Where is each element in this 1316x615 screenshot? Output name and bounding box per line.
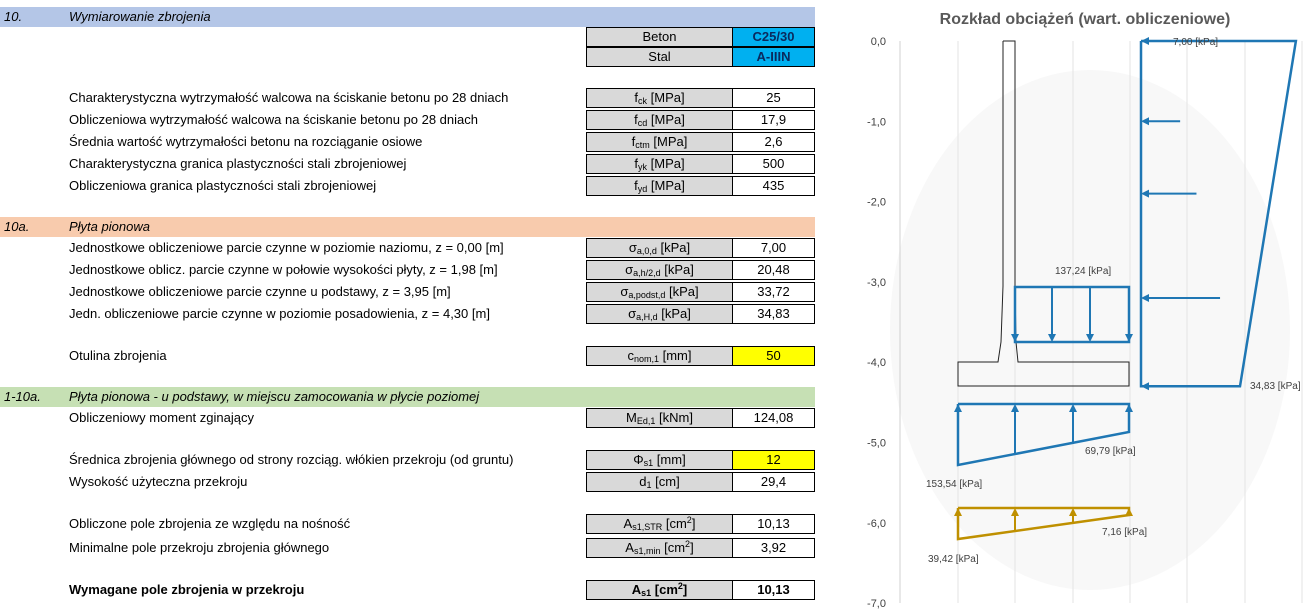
- row-symbol: $\sigma_{a,h/2,d}$ [kPa]: [586, 260, 733, 280]
- row-symbol: $A_{s1,min}$ $[cm^2]$: [586, 538, 733, 558]
- stal-label: Stal: [586, 47, 733, 67]
- row-label: Wysokość użyteczna przekroju: [69, 474, 248, 489]
- load-distribution-chart: [820, 0, 1316, 615]
- lower-reaction-right-label: 7,16 [kPa]: [1102, 527, 1148, 538]
- row-label: Średnica zbrojenia głównego od strony rozciąg. włókien przekroju (od gruntu): [69, 452, 514, 467]
- y-tick-label: 0,0: [870, 36, 886, 48]
- row-label: Jedn. obliczeniowe parcie czynne w poziomie posadowienia, z = 4,30 [m]: [69, 306, 490, 321]
- row-label: Charakterystyczna granica plastyczności stali zbrojeniowej: [69, 156, 407, 171]
- beton-value[interactable]: C25/30: [733, 27, 815, 47]
- row-label: Wymagane pole zbrojenia w przekroju: [69, 582, 305, 597]
- row-value: 29,4: [733, 472, 815, 492]
- stal-value[interactable]: A-IIIN: [733, 47, 815, 67]
- row-label: Jednostkowe oblicz. parcie czynne w połowie wysokości płyty, z = 1,98 [m]: [69, 262, 498, 277]
- row-value: 33,72: [733, 282, 815, 302]
- row-label: Obliczeniowy moment zginający: [69, 410, 254, 425]
- row-symbol: $A_{s1,STR}$ $[cm^2]$: [586, 514, 733, 534]
- row-symbol: $f_{ctm}$ [MPa]: [586, 132, 733, 152]
- section-number: 10.: [4, 9, 23, 24]
- row-label: Obliczeniowa wytrzymałość walcowa na ściskanie betonu po 28 dniach: [69, 112, 478, 127]
- row-symbol: $\sigma_{a,H,d}$ [kPa]: [586, 304, 733, 324]
- row-value: 25: [733, 88, 815, 108]
- row-label: Obliczeniowa granica plastyczności stali zbrojeniowej: [69, 178, 377, 193]
- row-symbol: $d_1$ [cm]: [586, 472, 733, 492]
- row-value: 500: [733, 154, 815, 174]
- row-symbol: $f_{cd}$ [MPa]: [586, 110, 733, 130]
- section-title: Płyta pionowa: [69, 219, 150, 234]
- row-label: Obliczone pole zbrojenia ze względu na nośność: [69, 516, 351, 531]
- y-tick-label: -3,0: [867, 276, 886, 289]
- section-10-header: [0, 7, 815, 27]
- row-symbol: $\sigma_{a,podst,d}$ [kPa]: [586, 282, 733, 302]
- section-number: 10a.: [4, 219, 30, 234]
- row-label: Otulina zbrojenia: [69, 348, 167, 363]
- row-symbol: $\Phi_{s1}$ [mm]: [586, 450, 733, 470]
- row-value: 7,00: [733, 238, 815, 258]
- row-label: Minimalne pole przekroju zbrojenia głównego: [69, 540, 330, 555]
- row-symbol: $M_{Ed,1}$ [kNm]: [586, 408, 733, 428]
- row-symbol: $f_{ck}$ [MPa]: [586, 88, 733, 108]
- row-symbol: $c_{nom,1}$ [mm]: [586, 346, 733, 366]
- base-reaction-left-label: 153,54 [kPa]: [926, 479, 983, 490]
- row-value: 124,08: [733, 408, 815, 428]
- row-value: 435: [733, 176, 815, 196]
- earth-pressure-top-label: 7,00 [kPa]: [1173, 37, 1219, 48]
- row-label: Jednostkowe obliczeniowe parcie czynne u podstawy, z = 3,95 [m]: [69, 284, 451, 299]
- section-1-10a-header: [0, 387, 815, 407]
- surcharge-label: 137,24 [kPa]: [1055, 266, 1112, 277]
- row-value: 3,92: [733, 538, 815, 558]
- y-tick-label: -5,0: [867, 437, 886, 450]
- section-number: 1-10a.: [4, 389, 41, 404]
- y-tick-label: -7,0: [867, 598, 886, 611]
- chart-title: Rozkład obciążeń (wart. obliczeniowe): [939, 11, 1231, 28]
- lower-reaction-left-label: 39,42 [kPa]: [928, 554, 979, 565]
- y-tick-label: -6,0: [867, 517, 886, 530]
- row-symbol: $f_{yd}$ [MPa]: [586, 176, 733, 196]
- y-tick-label: -4,0: [867, 357, 886, 370]
- row-value: 34,83: [733, 304, 815, 324]
- row-value: 2,6: [733, 132, 815, 152]
- base-reaction-right-label: 69,79 [kPa]: [1085, 446, 1136, 457]
- section-10a-header: [0, 217, 815, 237]
- earth-pressure-bottom-label: 34,83 [kPa]: [1250, 381, 1301, 392]
- row-value: 10,13: [733, 514, 815, 534]
- row-value[interactable]: 50: [733, 346, 815, 366]
- row-label: Charakterystyczna wytrzymałość walcowa na ściskanie betonu po 28 dniach: [69, 90, 509, 105]
- row-symbol: $\sigma_{a,0,d}$ [kPa]: [586, 238, 733, 258]
- section-title: Płyta pionowa - u podstawy, w miejscu zamocowania w płycie poziomej: [69, 389, 480, 404]
- row-value: 20,48: [733, 260, 815, 280]
- row-symbol: $A_{s1}$ $[cm^2]$: [586, 580, 733, 600]
- row-value: 17,9: [733, 110, 815, 130]
- beton-label: Beton: [586, 27, 733, 47]
- row-label: Jednostkowe obliczeniowe parcie czynne w poziomie naziomu, z = 0,00 [m]: [69, 240, 504, 255]
- row-symbol: $f_{yk}$ [MPa]: [586, 154, 733, 174]
- y-tick-label: -2,0: [867, 196, 886, 209]
- row-label: Średnia wartość wytrzymałości betonu na rozciąganie osiowe: [69, 134, 423, 149]
- row-value: 10,13: [733, 580, 815, 600]
- section-title: Wymiarowanie zbrojenia: [69, 9, 211, 24]
- y-tick-label: -1,0: [867, 116, 886, 129]
- row-value[interactable]: 12: [733, 450, 815, 470]
